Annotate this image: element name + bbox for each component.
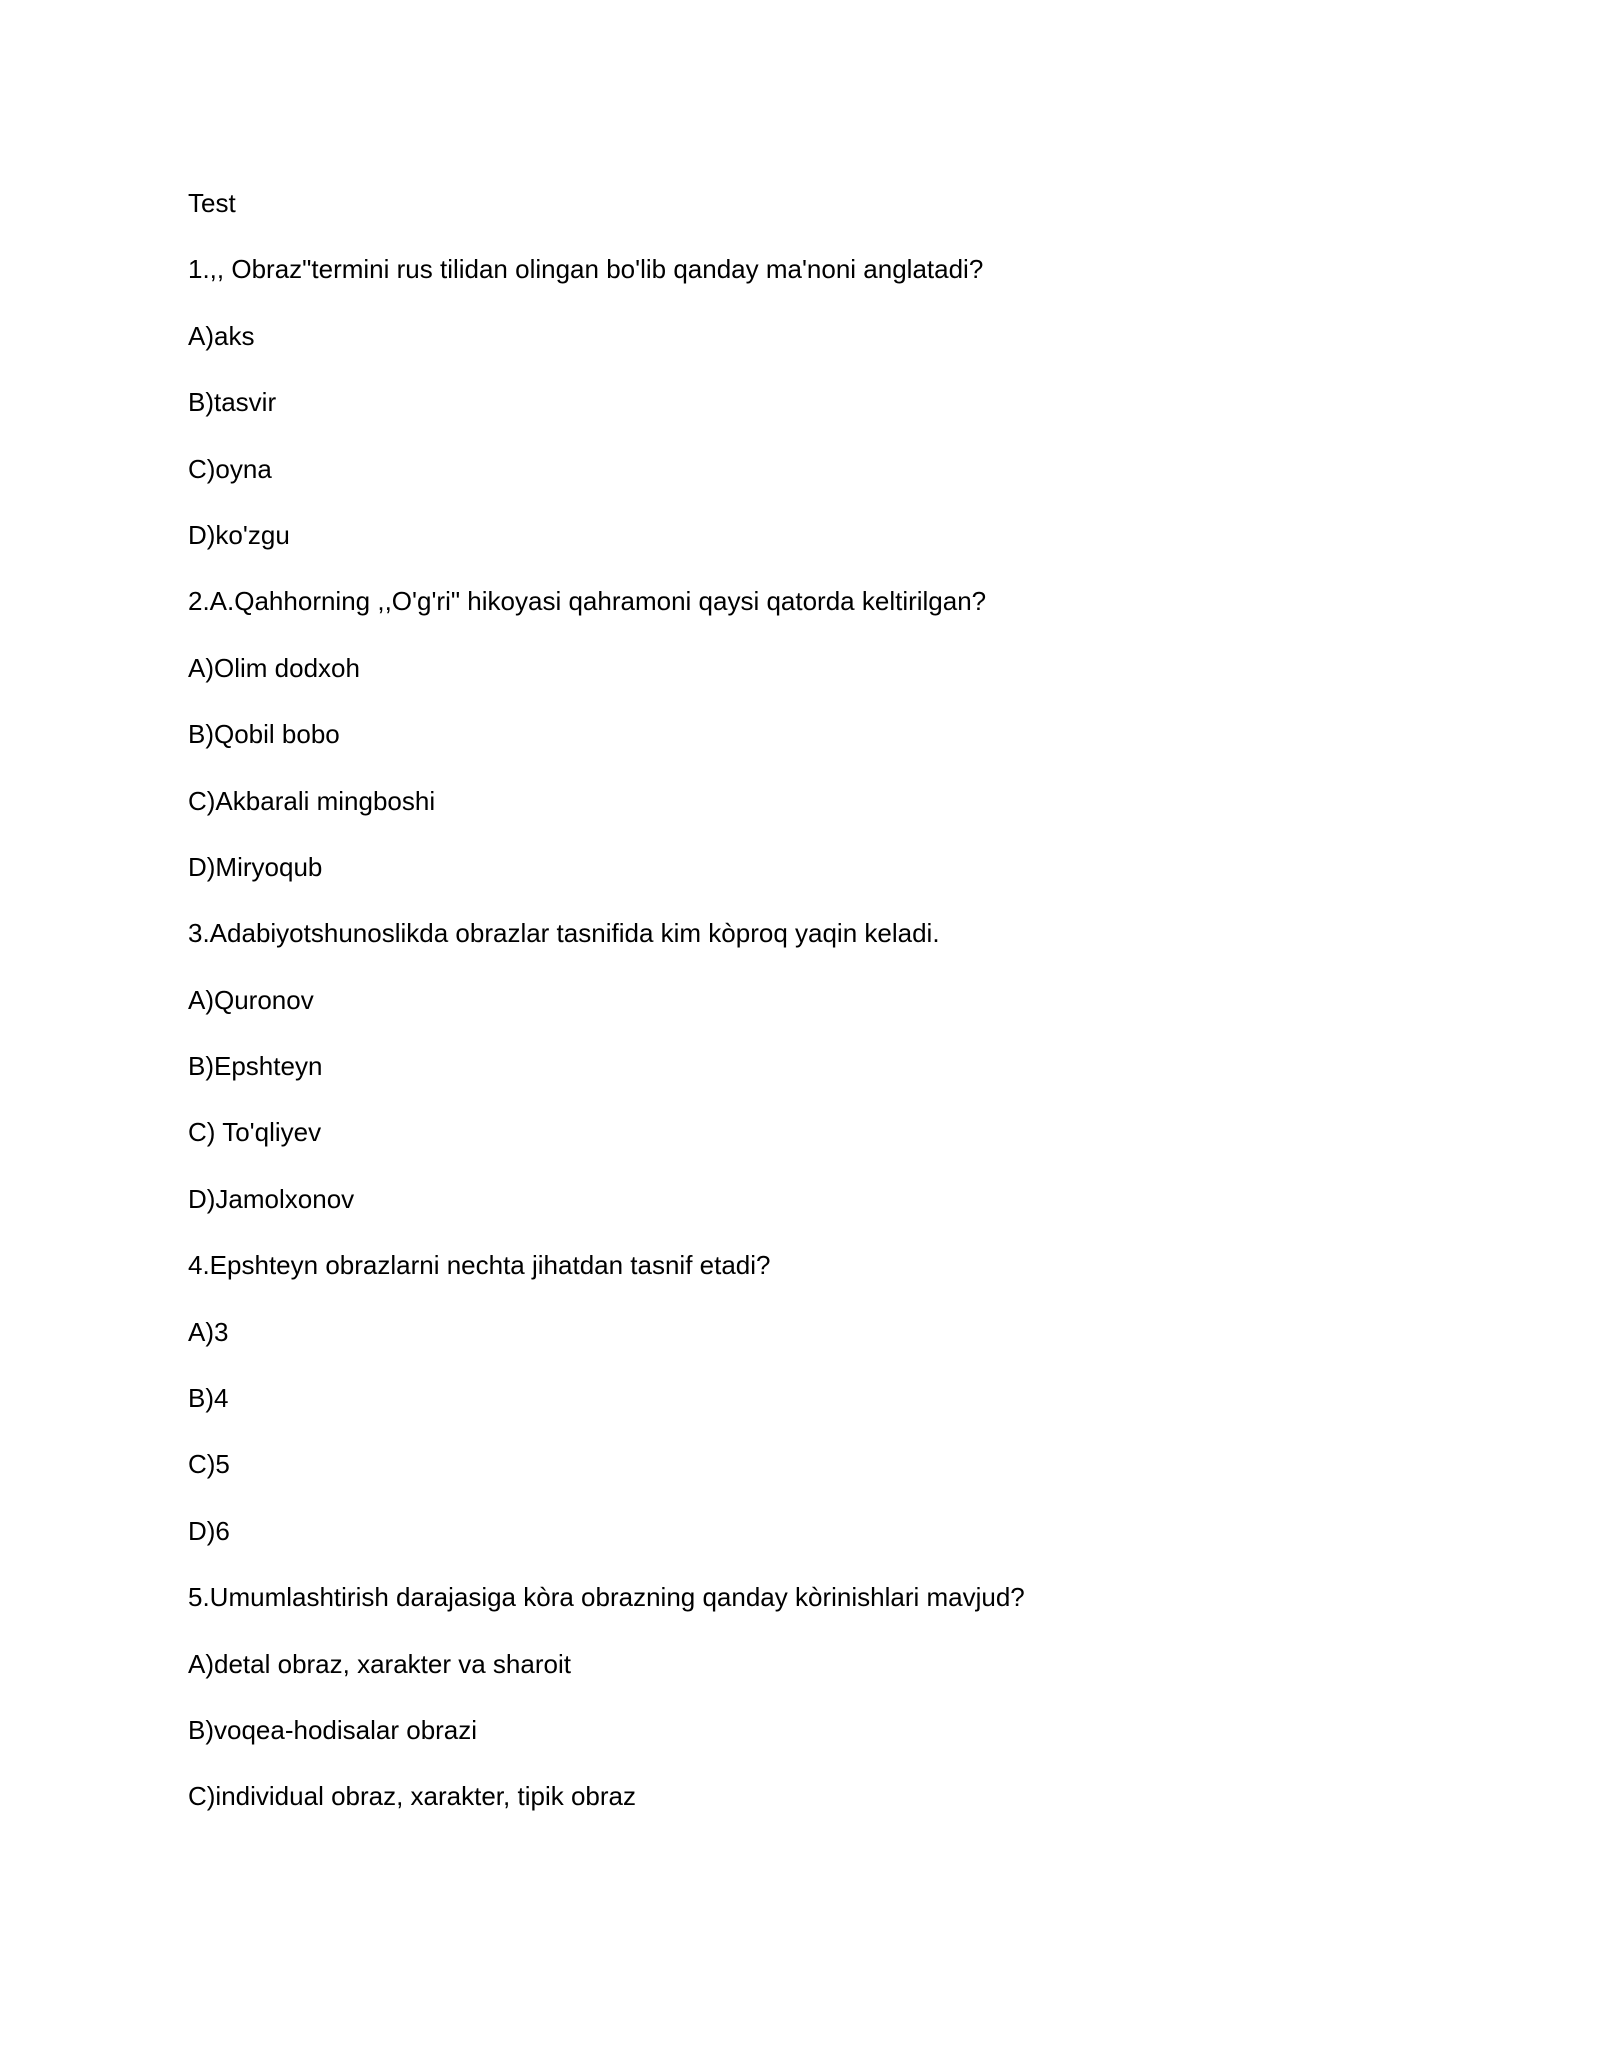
document-title: Test [188, 188, 236, 218]
question-1-option-a: A)aks [188, 320, 255, 351]
question-2-option-d: D)Miryoqub [188, 851, 323, 882]
question-3: 3.Adabiyotshunoslikda obrazlar tasnifida kim kòproq yaqin keladi. [188, 918, 940, 949]
question-2: 2.A.Qahhorning ,,O'g'ri" hikoyasi qahramoni qaysi qatorda keltirilgan? [188, 586, 987, 617]
question-5-option-a: A)detal obraz, xarakter va sharoit [188, 1648, 571, 1679]
question-4: 4.Epshteyn obrazlarni nechta jihatdan tasnif etadi? [188, 1250, 771, 1281]
question-4-option-d: D)6 [188, 1515, 230, 1546]
question-1-option-c: C)oyna [188, 453, 272, 484]
question-4-option-a: A)3 [188, 1316, 229, 1347]
question-4-option-c: C)5 [188, 1449, 230, 1480]
question-5: 5.Umumlashtirish darajasiga kòra obrazning qanday kòrinishlari mavjud? [188, 1582, 1025, 1613]
question-2-option-a: A)Olim dodxoh [188, 652, 360, 683]
question-5-option-b: B)voqea-hodisalar obrazi [188, 1714, 478, 1745]
question-3-option-c: C) To'qliyev [188, 1117, 322, 1148]
question-3-option-a: A)Quronov [188, 984, 314, 1015]
document-content [188, 186, 1408, 1846]
question-3-option-d: D)Jamolxonov [188, 1183, 355, 1214]
question-3-option-b: B)Epshteyn [188, 1051, 323, 1082]
question-2-option-b: B)Qobil bobo [188, 719, 340, 750]
question-2-option-c: C)Akbarali mingboshi [188, 785, 436, 816]
question-1-option-b: B)tasvir [188, 387, 277, 418]
question-1-option-d: D)ko'zgu [188, 519, 290, 550]
question-1: 1.,, Obraz"termini rus tilidan olingan bo'lib qanday ma'noni anglatadi? [188, 254, 984, 285]
question-5-option-c: C)individual obraz, xarakter, tipik obraz [188, 1781, 636, 1812]
question-4-option-b: B)4 [188, 1383, 229, 1414]
